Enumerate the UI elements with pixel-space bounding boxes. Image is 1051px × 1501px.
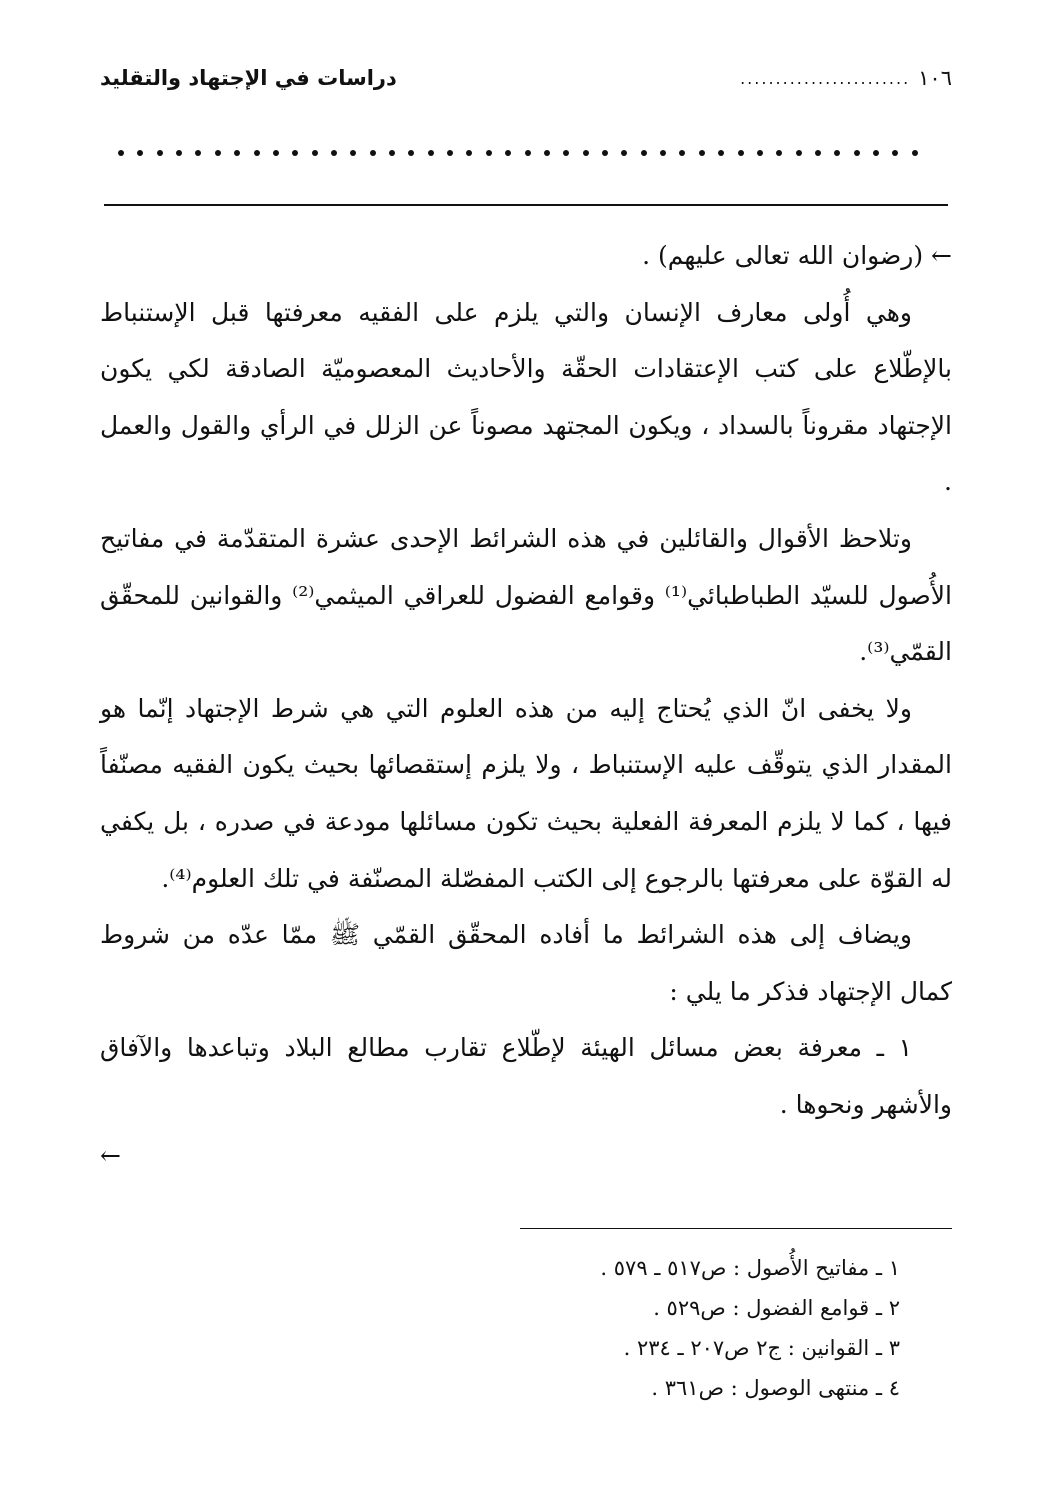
paragraph: ولا يخفى انّ الذي يُحتاج إليه من هذه العلوم التي هي شرط الإجتهاد إنّما هو المقدار الذي يتوقّف عليه الإستنباط ، ولا يلزم إستقصائها بحيث يكون الفقيه مصنّفاً فيها ، كما لا يلزم المعرفة الفعلية بحيث تكون مسائلها مودعة في صدره ، بل يكفي له القوّة على معرفتها بالرجوع إلى الكتب المفصّلة المصنّفة في تلك العلوم⁽⁴⁾. [100,693,952,893]
ornament-dot [525,150,531,156]
ornament-dot [583,150,589,156]
ornament-dot [892,150,898,156]
ornament-dot [234,150,240,156]
main-text [100,228,952,1134]
ornament-dot [466,150,472,156]
ornament-dot [505,150,511,156]
paragraph: ويضاف إلى هذه الشرائط ما أفاده المحقّق القمّي ﷺ ممّا عدّه من شروط كمال الإجتهاد فذكر ما يلي : [100,920,952,1006]
ornament-dot [834,150,840,156]
footnote: ٣ ـ القوانين : ج٢ ص٢٠٧ ـ ٢٣٤ . [623,1336,900,1360]
ornament-dot [486,150,492,156]
ornament-dot [718,150,724,156]
footnotes [500,1248,900,1408]
ornament-dot [660,150,666,156]
ornament-dot [157,150,163,156]
ornament-dot [408,150,414,156]
paragraph-list-item: ١ ـ معرفة بعض مسائل الهيئة لإطّلاع تقارب مطالع البلاد وتباعدها والآفاق والأشهر ونحوها . [100,1033,952,1119]
page-header [100,58,952,98]
page-number: ١٠٦ [918,66,952,90]
ornament-dot [118,150,124,156]
footnote: ١ ـ مفاتيح الأُصول : ص٥١٧ ـ ٥٧٩ . [600,1256,900,1280]
ornament-dot [350,150,356,156]
ornament-dot [544,150,550,156]
ornament-dot [738,150,744,156]
paragraph: وهي أُولى معارف الإنسان والتي يلزم على الفقيه معرفتها قبل الإستنباط بالإطّلاع على كتب الإعتقادات الحقّة والأحاديث المعصوميّة الصادقة لكي يكون الإجتهاد مقروناً بالسداد ، ويكون المجتهد مصوناً عن الزلل في الرأي والقول والعمل . [100,297,952,497]
ornament-dot [621,150,627,156]
ornament-dot [563,150,569,156]
ornament-dot [389,150,395,156]
ornament-dot [137,150,143,156]
ornament-dot [776,150,782,156]
ornament-dot [447,150,453,156]
ornament-dot [602,150,608,156]
ornament-dot [854,150,860,156]
ornament-dot [699,150,705,156]
ornament-dot [757,150,763,156]
footnote: ٢ ـ قوامع الفضول : ص٥٢٩ . [653,1296,900,1320]
header-divider [104,204,948,206]
book-title: دراسات في الإجتهاد والتقليد [100,66,397,90]
ornament-dot [312,150,318,156]
footnote: ٤ ـ منتهى الوصول : ص٣٦١ . [651,1376,900,1400]
ornamental-dot-row [118,150,918,156]
ornament-dot [641,150,647,156]
ornament-dot [292,150,298,156]
ornament-dot [796,150,802,156]
paragraph-continuation: ← (رضوان الله تعالى عليهم) . [642,241,952,270]
ornament-dot [815,150,821,156]
ornament-dot [428,150,434,156]
ornament-dot [273,150,279,156]
ornament-dot [215,150,221,156]
ornament-dot [254,150,260,156]
header-leader-dots: ........................ [740,68,911,88]
ornament-dot [195,150,201,156]
continuation-arrow-icon: ← [100,1141,121,1170]
paragraph: وتلاحظ الأقوال والقائلين في هذه الشرائط الإحدى عشرة المتقدّمة في مفاتيح الأُصول للسيّد الطباطبائي⁽¹⁾ وقوامع الفضول للعراقي الميثمي⁽²⁾ والقوانين للمحقّق القمّي⁽³⁾. [100,523,952,667]
ornament-dot [370,150,376,156]
ornament-dot [679,150,685,156]
ornament-dot [176,150,182,156]
ornament-dot [912,150,918,156]
ornament-dot [873,150,879,156]
footnote-divider [520,1228,952,1229]
ornament-dot [331,150,337,156]
